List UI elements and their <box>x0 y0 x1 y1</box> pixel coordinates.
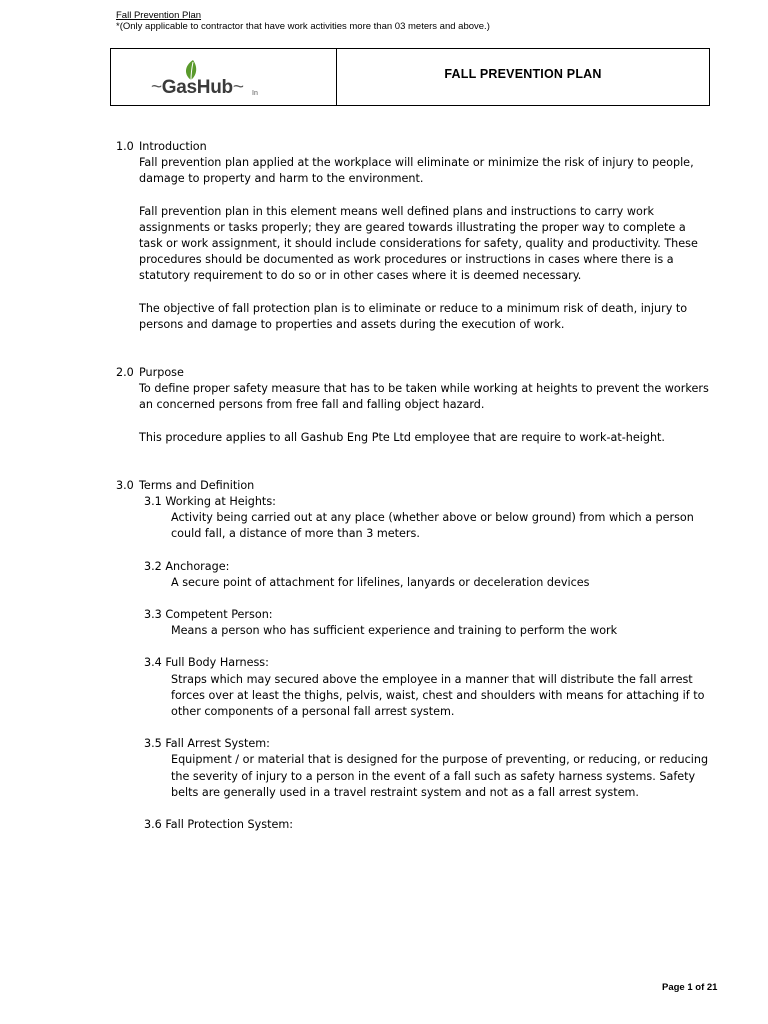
paragraph: Fall prevention plan applied at the workplace will eliminate or minimize the risk of injury to people, damage to property and harm to the environment. <box>139 156 694 186</box>
term-heading: 3.2 Anchorage: <box>144 559 230 573</box>
term-definition: A secure point of attachment for lifelines, lanyards or deceleration devices <box>171 575 590 589</box>
term-definition: Activity being carried out at any place (whether above or below ground) from which a person could fall, a distance of more than 3 meters. <box>171 511 694 541</box>
term-heading: 3.4 Full Body Harness: <box>144 656 269 670</box>
title-banner <box>110 48 710 106</box>
document-title: FALL PREVENTION PLAN <box>444 67 602 81</box>
section-title: Purpose <box>139 366 184 380</box>
term-definition: Equipment / or material that is designed for the purpose of preventing, or reducing, or reducing the severity of injury to a person in the event of a fall such as safety harness systems. Safety belts are generally used in a travel restraint system and not as a fall arrest system. <box>171 753 709 799</box>
paragraph: Fall prevention plan in this element means well defined plans and instructions to carry work assignments or tasks properly; they are geared towards illustrating the proper way to complete a task or work assignment, it should include considerations for safety, quality and productivity. These procedures should be documented as work procedures or instructions in cases where there is a statutory requirement to do so or in other cases where it is deemed necessary. <box>139 204 698 283</box>
company-logo <box>111 49 337 105</box>
paragraph: The objective of fall protection plan is to eliminate or reduce to a minimum risk of death, injury to persons and damage to properties and assets during the execution of work. <box>139 301 688 331</box>
section-heading <box>116 139 712 155</box>
section-title: Introduction <box>139 140 207 153</box>
section-number: 2.0 <box>116 366 134 380</box>
term-heading: 3.5 Fall Arrest System: <box>144 737 270 751</box>
section-heading <box>116 478 712 494</box>
header-note: *(Only applicable to contractor that have work activities more than 03 meters and above.) <box>116 21 490 32</box>
section-heading <box>116 365 712 381</box>
section-number: 3.0 <box>116 478 134 492</box>
logo-text: ~GasHub~ <box>151 77 244 98</box>
term-heading: 3.3 Competent Person: <box>144 608 273 622</box>
page-number: Page 1 of 21 <box>662 982 718 993</box>
logo-suffix: In <box>252 90 258 97</box>
document-body <box>116 139 712 833</box>
term-definition: Straps which may secured above the employee in a manner that will distribute the fall arrest forces over at least the thighs, pelvis, waist, chest and shoulders with means for attaching if to other components of a personal fall arrest system. <box>171 672 705 719</box>
paragraph: To define proper safety measure that has to be taken while working at heights to prevent the workers an concerned persons from free fall and falling object hazard. <box>139 382 709 412</box>
section-title: Terms and Definition <box>139 478 255 492</box>
term-heading: 3.6 Fall Protection System: <box>144 818 294 832</box>
section-number: 1.0 <box>116 140 134 153</box>
header-doc-title: Fall Prevention Plan <box>116 10 202 21</box>
paragraph: This procedure applies to all Gashub Eng Pte Ltd employee that are require to work-at-height. <box>139 430 665 444</box>
term-heading: 3.1 Working at Heights: <box>144 495 276 509</box>
term-definition: Means a person who has sufficient experience and training to perform the work <box>171 624 618 638</box>
